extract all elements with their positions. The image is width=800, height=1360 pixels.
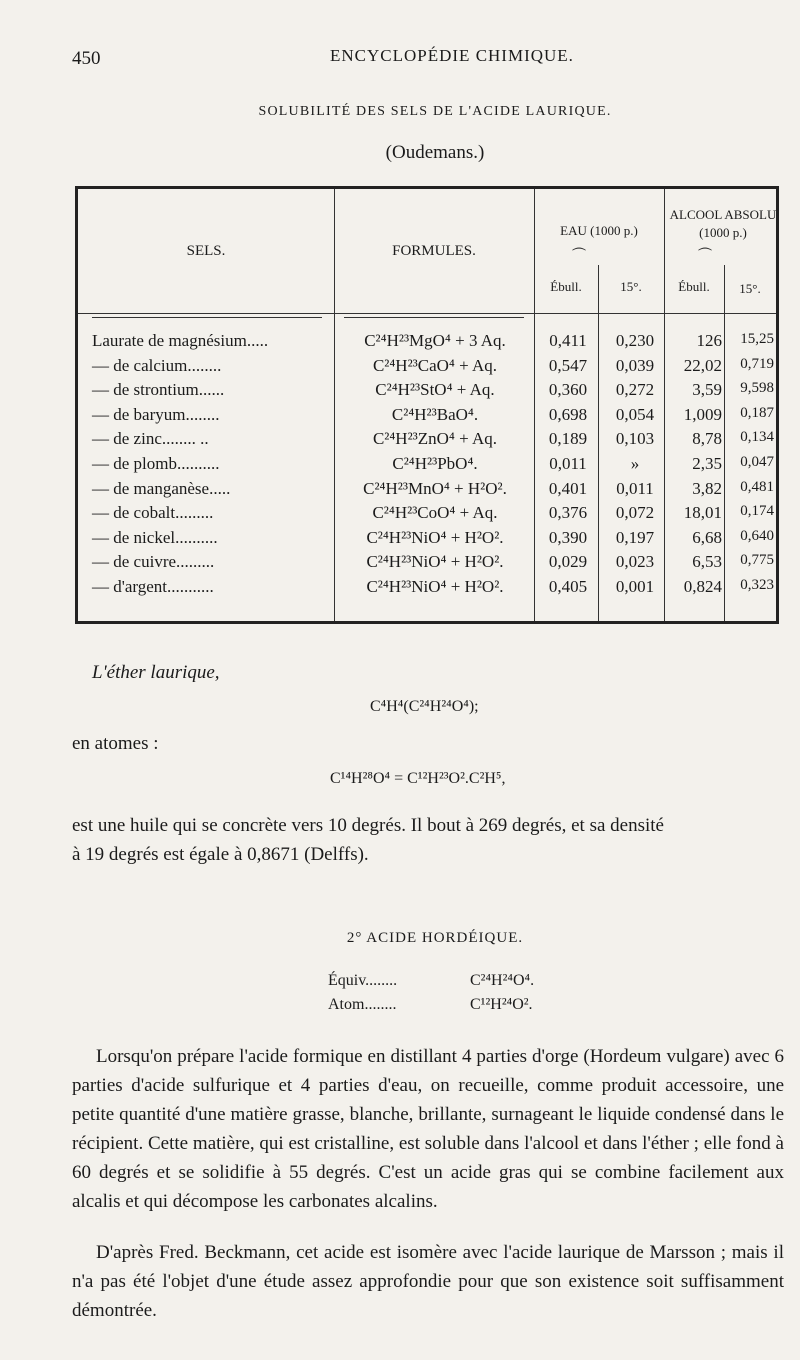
ether-atom-formula: C¹⁴H²⁸O⁴ = C¹²H²³O².C²H⁵, xyxy=(330,770,506,787)
col-alcool-ebull: Ébull. xyxy=(678,279,710,294)
table-row xyxy=(78,405,778,429)
table-row xyxy=(78,577,778,601)
col-eau-15: 15°. xyxy=(620,279,642,294)
eau-ebull-cell: 0,390 xyxy=(548,527,588,547)
eau-ebull-cell: 0,360 xyxy=(548,380,588,400)
alcool-ebull-cell: 8,78 xyxy=(692,429,722,449)
alcool-ebull-cell: 126 xyxy=(696,331,722,350)
table-title: SOLUBILITÉ DES SELS DE L'ACIDE LAURIQUE. xyxy=(258,104,612,119)
alcool-15-cell: 0,481 xyxy=(740,478,774,495)
eau-15-cell: 0,011 xyxy=(616,478,654,498)
alcool-15-cell: 0,323 xyxy=(740,577,774,593)
alcool-15-cell: 0,775 xyxy=(740,552,774,569)
eau-15-cell: 0,023 xyxy=(615,552,655,572)
formula-cell: C²⁴H²³ZnO⁴ + Aq. xyxy=(372,429,498,449)
table-row xyxy=(78,429,778,453)
brace-glyph: ⏜ xyxy=(698,249,712,264)
formula-cell: C²⁴H²³NiO⁴ + H²O². xyxy=(366,552,504,572)
formula-cell: C²⁴H²³NiO⁴ + H²O². xyxy=(366,527,504,547)
alcool-15-cell: 0,187 xyxy=(740,404,774,421)
formula-cell: C²⁴H²³PbO⁴. xyxy=(392,454,478,473)
col-alcool-header: ALCOOL ABSOLU xyxy=(669,207,777,222)
alcool-ebull-cell: 3,82 xyxy=(692,478,722,498)
table-row xyxy=(78,380,778,404)
ether-formula: C⁴H⁴(C²⁴H²⁴O⁴); xyxy=(370,698,479,715)
eau-15-cell: 0,272 xyxy=(615,380,655,400)
eau-ebull-cell: 0,029 xyxy=(548,552,588,572)
salt-name-cell: — de nickel.......... xyxy=(92,527,218,547)
col-alcool-15: 15°. xyxy=(739,281,761,296)
alcool-15-cell: 15,25 xyxy=(740,331,774,347)
salt-name-cell: — de cuivre......... xyxy=(92,552,215,572)
salt-name-cell: — de strontium...... xyxy=(92,380,225,400)
atom-label: Atom........ xyxy=(328,996,397,1013)
eau-15-cell: 0,103 xyxy=(615,429,655,449)
formula-cell: C²⁴H²³MgO⁴ + 3 Aq. xyxy=(364,331,506,350)
col-sels-header: SELS. xyxy=(186,243,226,259)
header-rule xyxy=(92,317,322,318)
alcool-15-cell: 0,047 xyxy=(740,454,774,470)
eau-15-cell: 0,072 xyxy=(615,503,655,523)
table-row xyxy=(78,528,778,552)
brace-glyph: ⏜ xyxy=(572,249,586,264)
alcool-ebull-cell: 6,68 xyxy=(692,527,722,547)
salt-name-cell: — de calcium........ xyxy=(92,355,222,375)
eau-15-cell: 0,197 xyxy=(615,527,655,547)
col-alcool-sub: (1000 p.) xyxy=(699,225,747,240)
solubility-table xyxy=(75,186,779,624)
salt-name-cell: — de baryum........ xyxy=(92,404,220,424)
eau-15-cell: 0,054 xyxy=(615,404,655,424)
table-source: (Oudemans.) xyxy=(385,142,485,163)
formula-cell: C²⁴H²³MnO⁴ + H²O². xyxy=(363,478,507,498)
alcool-ebull-cell: 22,02 xyxy=(683,355,722,375)
eau-ebull-cell: 0,411 xyxy=(549,331,587,350)
alcool-ebull-cell: 2,35 xyxy=(692,454,722,473)
table-row xyxy=(78,503,778,527)
eau-15-cell: 0,039 xyxy=(615,355,655,375)
alcool-ebull-cell: 1,009 xyxy=(683,404,722,424)
salt-name-cell: Laurate de magnésium..... xyxy=(92,331,269,350)
table-row xyxy=(78,331,778,355)
salt-name-cell: — de plomb.......... xyxy=(92,454,220,473)
table-row xyxy=(78,552,778,576)
eau-ebull-cell: 0,547 xyxy=(548,355,588,375)
alcool-ebull-cell: 3,59 xyxy=(692,380,722,400)
eau-ebull-cell: 0,401 xyxy=(548,478,588,498)
eau-ebull-cell: 0,376 xyxy=(548,503,588,523)
alcool-15-cell: 0,174 xyxy=(740,503,774,520)
section-heading: 2° ACIDE HORDÉIQUE. xyxy=(346,930,524,946)
table-row xyxy=(78,356,778,380)
eau-15-cell: » xyxy=(630,454,640,473)
equiv-label: Équiv........ xyxy=(328,972,398,989)
formula-cell: C²⁴H²³NiO⁴ + H²O². xyxy=(366,577,504,596)
eau-ebull-cell: 0,189 xyxy=(548,429,588,449)
paragraph-1: Lorsqu'on prépare l'acide formique en distillant 4 parties d'orge (Hordeum vulgare) avec 6 parties d'acide sulfurique et 4 parties d'eau, on recueille, comme produit accessoire, une petite quantité d'une matière grasse, blanche, brillante, surnageant le liquide condensé dans le récipient. Cette matière, qui est cristalline, est soluble dans l'alcool et dans l'éther ; elle fond à 60 degrés et se solidifie à 55 degrés. C'est un acide gras qui se combine facilement aux alcalis et qui décompose les carbonates alcalins. xyxy=(72,1046,784,1212)
eau-ebull-cell: 0,405 xyxy=(548,577,588,596)
col-eau-ebull: Ébull. xyxy=(550,279,582,294)
alcool-ebull-cell: 0,824 xyxy=(683,577,722,596)
alcool-ebull-cell: 18,01 xyxy=(683,503,722,523)
salt-name-cell: — de manganèse..... xyxy=(92,478,231,498)
header-rule xyxy=(78,313,776,314)
col-formules-header: FORMULES. xyxy=(392,243,476,259)
alcool-15-cell: 0,134 xyxy=(740,429,774,446)
running-title: ENCYCLOPÉDIE CHIMIQUE. xyxy=(330,46,574,65)
en-atomes-label: en atomes : xyxy=(72,733,159,754)
ether-label: L'éther laurique, xyxy=(92,662,220,683)
equiv-formula: C²⁴H²⁴O⁴. xyxy=(470,972,535,989)
formula-cell: C²⁴H²³StO⁴ + Aq. xyxy=(375,380,495,400)
alcool-ebull-cell: 6,53 xyxy=(692,552,722,572)
alcool-15-cell: 0,640 xyxy=(740,527,774,544)
atom-formula: C¹²H²⁴O². xyxy=(470,996,533,1013)
paragraph-2: D'après Fred. Beckmann, cet acide est isomère avec l'acide laurique de Marsson ; mais il n'a pas été l'objet d'une étude assez approfondie pour que son existence soit suffisamment démontrée. xyxy=(72,1242,784,1321)
table-row xyxy=(78,454,778,478)
eau-ebull-cell: 0,011 xyxy=(549,454,587,473)
eau-ebull-cell: 0,698 xyxy=(548,404,588,424)
formula-cell: C²⁴H²³BaO⁴. xyxy=(391,404,479,424)
ether-desc-line2: à 19 degrés est égale à 0,8671 (Delffs). xyxy=(72,844,369,865)
salt-name-cell: — d'argent........... xyxy=(92,577,214,596)
alcool-15-cell: 9,598 xyxy=(740,380,774,397)
formula-cell: C²⁴H²³CaO⁴ + Aq. xyxy=(372,355,498,375)
formula-cell: C²⁴H²³CoO⁴ + Aq. xyxy=(372,503,498,523)
ether-desc-line1: est une huile qui se concrète vers 10 degrés. Il bout à 269 degrés, et sa densité xyxy=(72,815,664,836)
col-eau-header: EAU (1000 p.) xyxy=(560,223,638,238)
page-number: 450 xyxy=(72,48,101,69)
header-rule xyxy=(344,317,524,318)
salt-name-cell: — de zinc........ .. xyxy=(92,429,209,449)
alcool-15-cell: 0,719 xyxy=(740,355,774,372)
table-row xyxy=(78,479,778,503)
eau-15-cell: 0,230 xyxy=(615,331,655,350)
salt-name-cell: — de cobalt......... xyxy=(92,503,214,523)
eau-15-cell: 0,001 xyxy=(615,577,655,596)
